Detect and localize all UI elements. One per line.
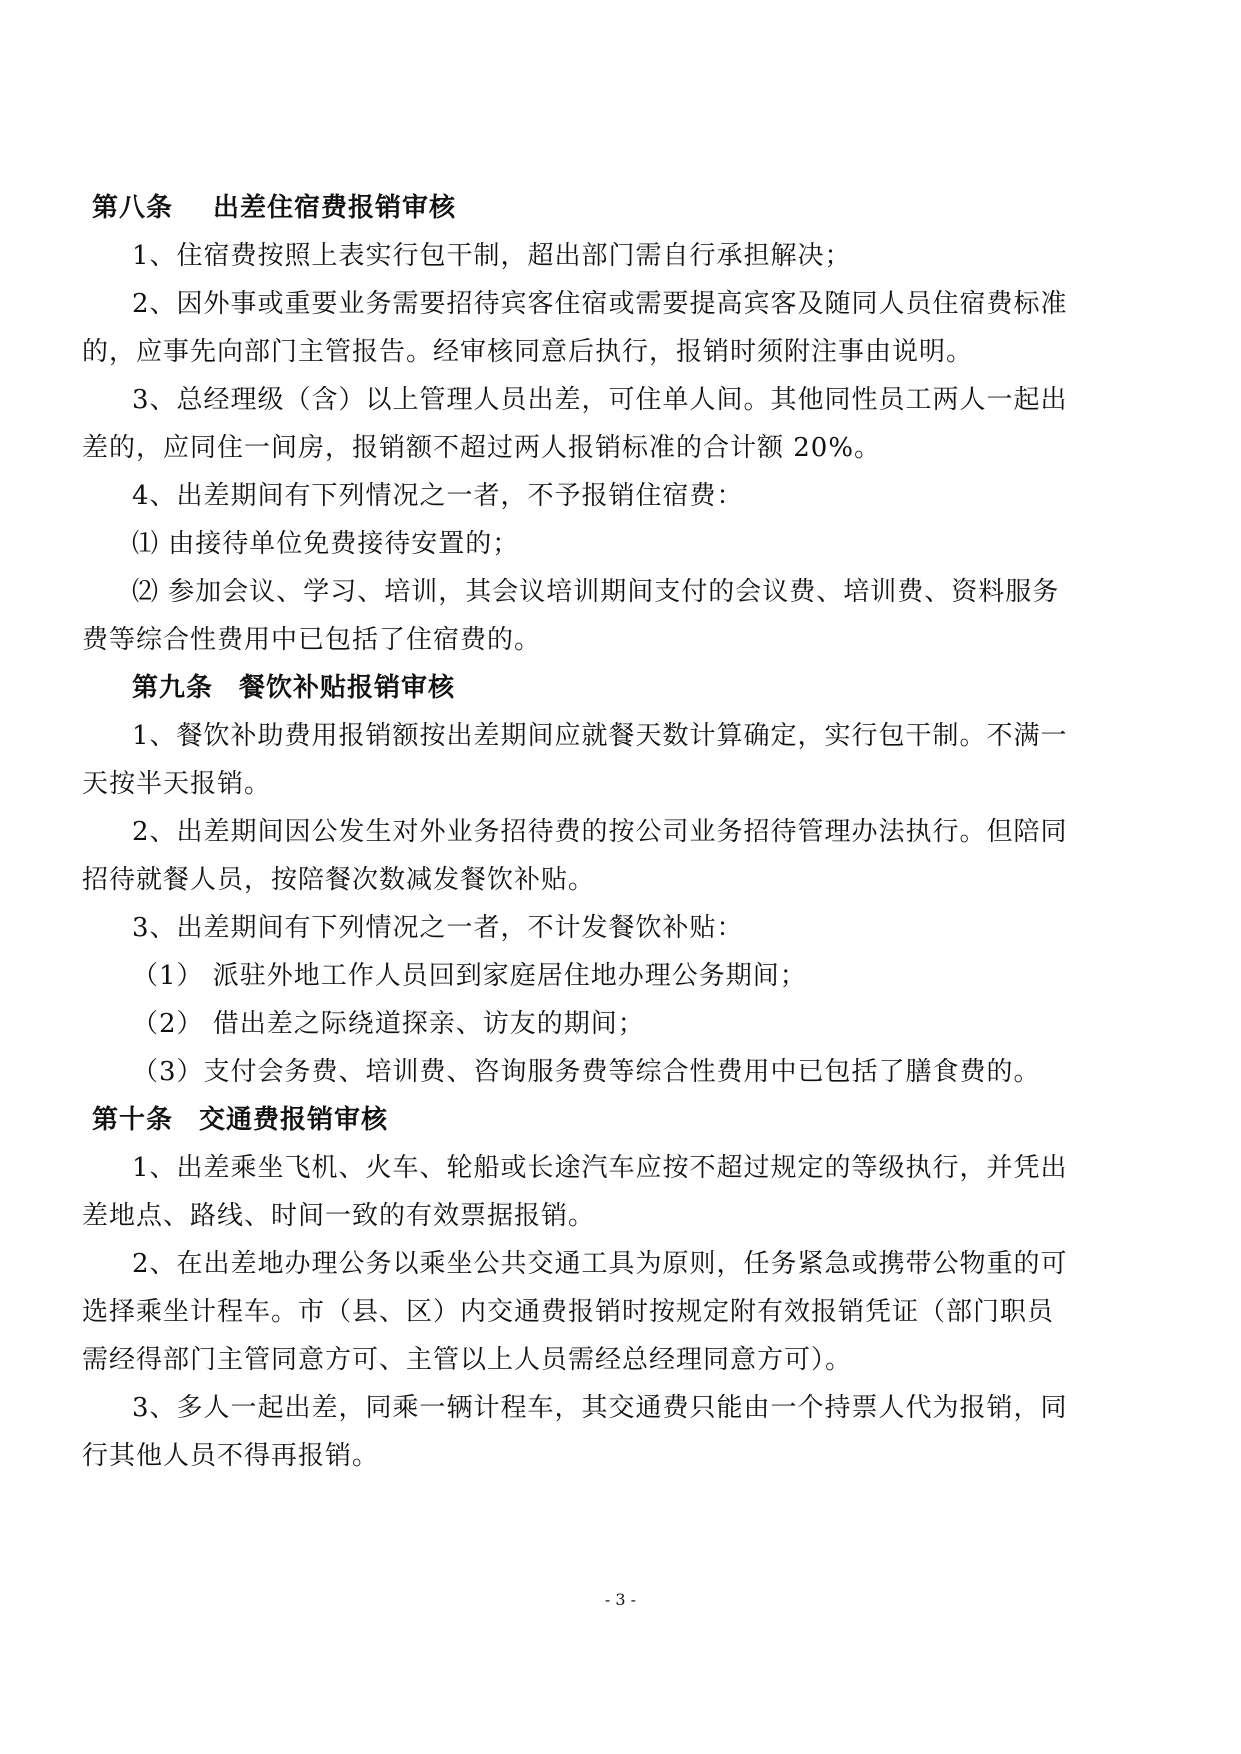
article-8-title: 出差住宿费报销审核 bbox=[213, 193, 457, 223]
article-8-line-7: ⑴ 由接待单位免费接待安置的； bbox=[132, 529, 520, 559]
article-8-heading bbox=[92, 190, 1162, 226]
article-8-line-2: 2、因外事或重要业务需要招待宾客住宿或需要提高宾客及随同人员住宿费标准 bbox=[132, 289, 1068, 319]
article-9-line-5: 3、出差期间有下列情况之一者，不计发餐饮补贴： bbox=[132, 913, 744, 943]
article-10-line-5: 需经得部门主管同意方可、主管以上人员需经总经理同意方可）。 bbox=[82, 1345, 853, 1375]
article-9-title: 餐饮补贴报销审核 bbox=[239, 673, 456, 703]
article-8-line-9: 费等综合性费用中已包括了住宿费的。 bbox=[82, 625, 542, 655]
article-8-line-5: 差的，应同住一间房，报销额不超过两人报销标准的合计额 20%。 bbox=[82, 433, 882, 463]
page-number: - 3 - bbox=[604, 1590, 637, 1609]
article-9-heading bbox=[132, 670, 1202, 706]
article-9-line-6: （1） 派驻外地工作人员回到家庭居住地办理公务期间； bbox=[132, 961, 807, 991]
article-10-line-1: 1、出差乘坐飞机、火车、轮船或长途汽车应按不超过规定的等级执行，并凭出 bbox=[132, 1153, 1068, 1183]
article-8-line-8: ⑵ 参加会议、学习、培训，其会议培训期间支付的会议费、培训费、资料服务 bbox=[132, 577, 1060, 607]
article-10-line-7: 行其他人员不得再报销。 bbox=[82, 1441, 380, 1471]
article-9-line-7: （2） 借出差之际绕道探亲、访友的期间； bbox=[132, 1009, 645, 1039]
article-9-number: 第九条 bbox=[132, 673, 214, 703]
article-9-line-2: 天按半天报销。 bbox=[82, 769, 272, 799]
article-10-line-3: 2、在出差地办理公务以乘坐公共交通工具为原则，任务紧急或携带公物重的可 bbox=[132, 1249, 1068, 1279]
article-10-heading bbox=[92, 1102, 1162, 1138]
article-10-line-4: 选择乘坐计程车。市（县、区）内交通费报销时按规定附有效报销凭证（部门职员 bbox=[82, 1297, 1055, 1327]
article-8-line-4: 3、总经理级（含）以上管理人员出差，可住单人间。其他同性员工两人一起出 bbox=[132, 385, 1068, 415]
article-8-number: 第八条 bbox=[92, 193, 174, 223]
article-8-line-6: 4、出差期间有下列情况之一者，不予报销住宿费： bbox=[132, 481, 744, 511]
article-8-line-3: 的，应事先向部门主管报告。经审核同意后执行，报销时须附注事由说明。 bbox=[82, 337, 974, 367]
article-9-line-3: 2、出差期间因公发生对外业务招待费的按公司业务招待管理办法执行。但陪同 bbox=[132, 817, 1068, 847]
article-10-line-6: 3、多人一起出差，同乘一辆计程车，其交通费只能由一个持票人代为报销，同 bbox=[132, 1393, 1068, 1423]
article-9-line-8: （3）支付会务费、培训费、咨询服务费等综合性费用中已包括了膳食费的。 bbox=[132, 1057, 1041, 1087]
article-10-line-2: 差地点、路线、时间一致的有效票据报销。 bbox=[82, 1201, 596, 1231]
article-10-number: 第十条 bbox=[92, 1105, 174, 1135]
article-9-line-1: 1、餐饮补助费用报销额按出差期间应就餐天数计算确定，实行包干制。不满一 bbox=[132, 721, 1068, 751]
article-8-line-1: 1、住宿费按照上表实行包干制，超出部门需自行承担解决； bbox=[132, 241, 852, 271]
article-10-title: 交通费报销审核 bbox=[199, 1105, 389, 1135]
article-9-line-4: 招待就餐人员，按陪餐次数减发餐饮补贴。 bbox=[82, 865, 596, 895]
